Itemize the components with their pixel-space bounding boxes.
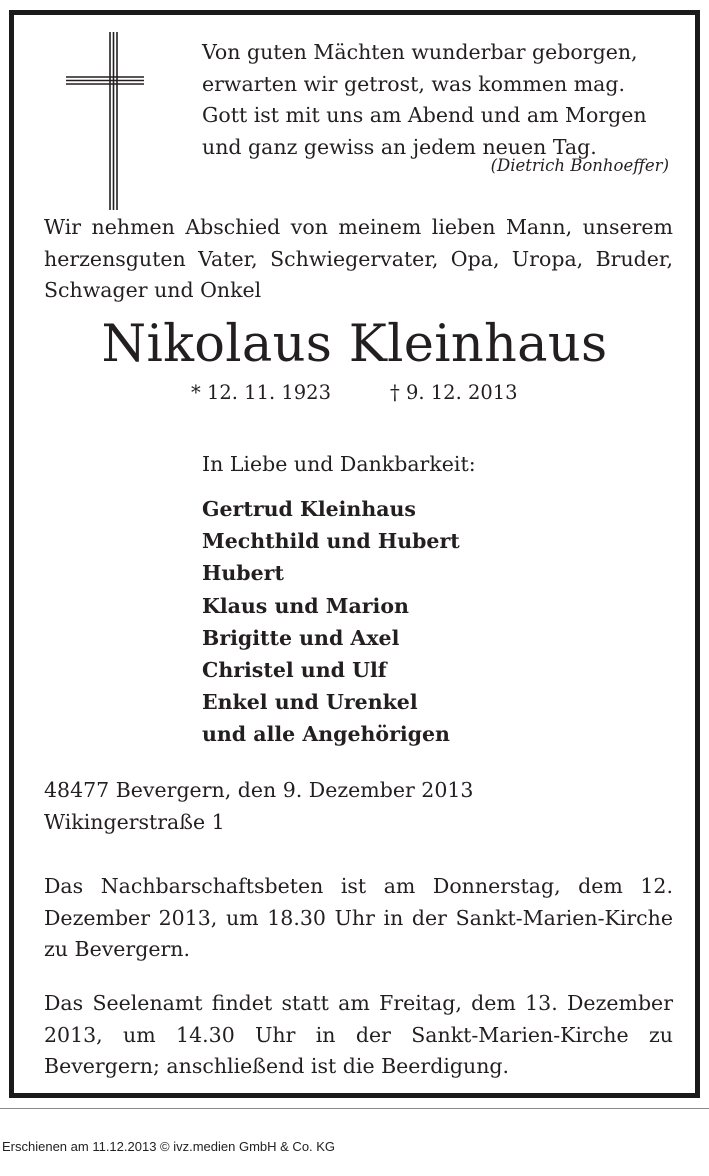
funeral-announcement: Das Seelenamt findet statt am Freitag, dem 13. Dezember 2013, um 14.30 Uhr in der Sankt-Marien-Kirche zu Bevergern; anschließend ist die Beerdigung.: [44, 991, 673, 1078]
birth-date: * 12. 11. 1923: [191, 381, 331, 404]
mourner-item: Enkel und Urenkel: [202, 690, 418, 715]
deceased-name: Nikolaus Kleinhaus: [101, 315, 608, 374]
obituary-notice: [9, 10, 700, 1098]
prayer-announcement: Das Nachbarschaftsbeten ist am Donnerstag, dem 12. Dezember 2013, um 18.30 Uhr in der Sankt-Marien-Kirche zu Bevergern.: [44, 874, 673, 961]
mourner-item: Hubert: [202, 561, 284, 586]
farewell-intro: Wir nehmen Abschied von meinem lieben Mann, unserem herzensguten Vater, Schwiegervater, Opa, Uropa, Bruder, Schwager und Onkel: [44, 215, 673, 302]
thanks-line: In Liebe und Dankbarkeit:: [202, 452, 476, 476]
death-date: † 9. 12. 2013: [390, 381, 518, 404]
place-and-date: 48477 Bevergern, den 9. Dezember 2013: [44, 778, 474, 802]
mourner-item: Christel und Ulf: [202, 658, 387, 683]
poem-line: Gott ist mit uns am Abend und am Morgen: [202, 103, 647, 127]
cross-icon: [64, 29, 144, 213]
footer: [0, 1100, 709, 1176]
mourners-list: [202, 493, 460, 751]
poem: [202, 37, 647, 163]
poem-line: und ganz gewiss an jedem neuen Tag.: [202, 134, 597, 159]
publication-credit: Erschienen am 11.12.2013 © ivz.medien GmbH & Co. KG: [2, 1139, 336, 1154]
poem-line: erwarten wir getrost, was kommen mag.: [202, 71, 626, 96]
poem-line: Von guten Mächten wunderbar geborgen,: [202, 40, 638, 64]
mourner-item: Mechthild und Hubert: [202, 529, 460, 554]
mourner-item: Klaus und Marion: [202, 593, 409, 618]
poem-author: (Dietrich Bonhoeffer): [490, 156, 669, 175]
street-address: Wikingerstraße 1: [44, 810, 225, 834]
mourner-item: und alle Angehörigen: [202, 722, 450, 747]
mourner-item: Brigitte und Axel: [202, 625, 400, 650]
mourner-item: Gertrud Kleinhaus: [202, 497, 416, 521]
footer-divider: [0, 1108, 709, 1109]
